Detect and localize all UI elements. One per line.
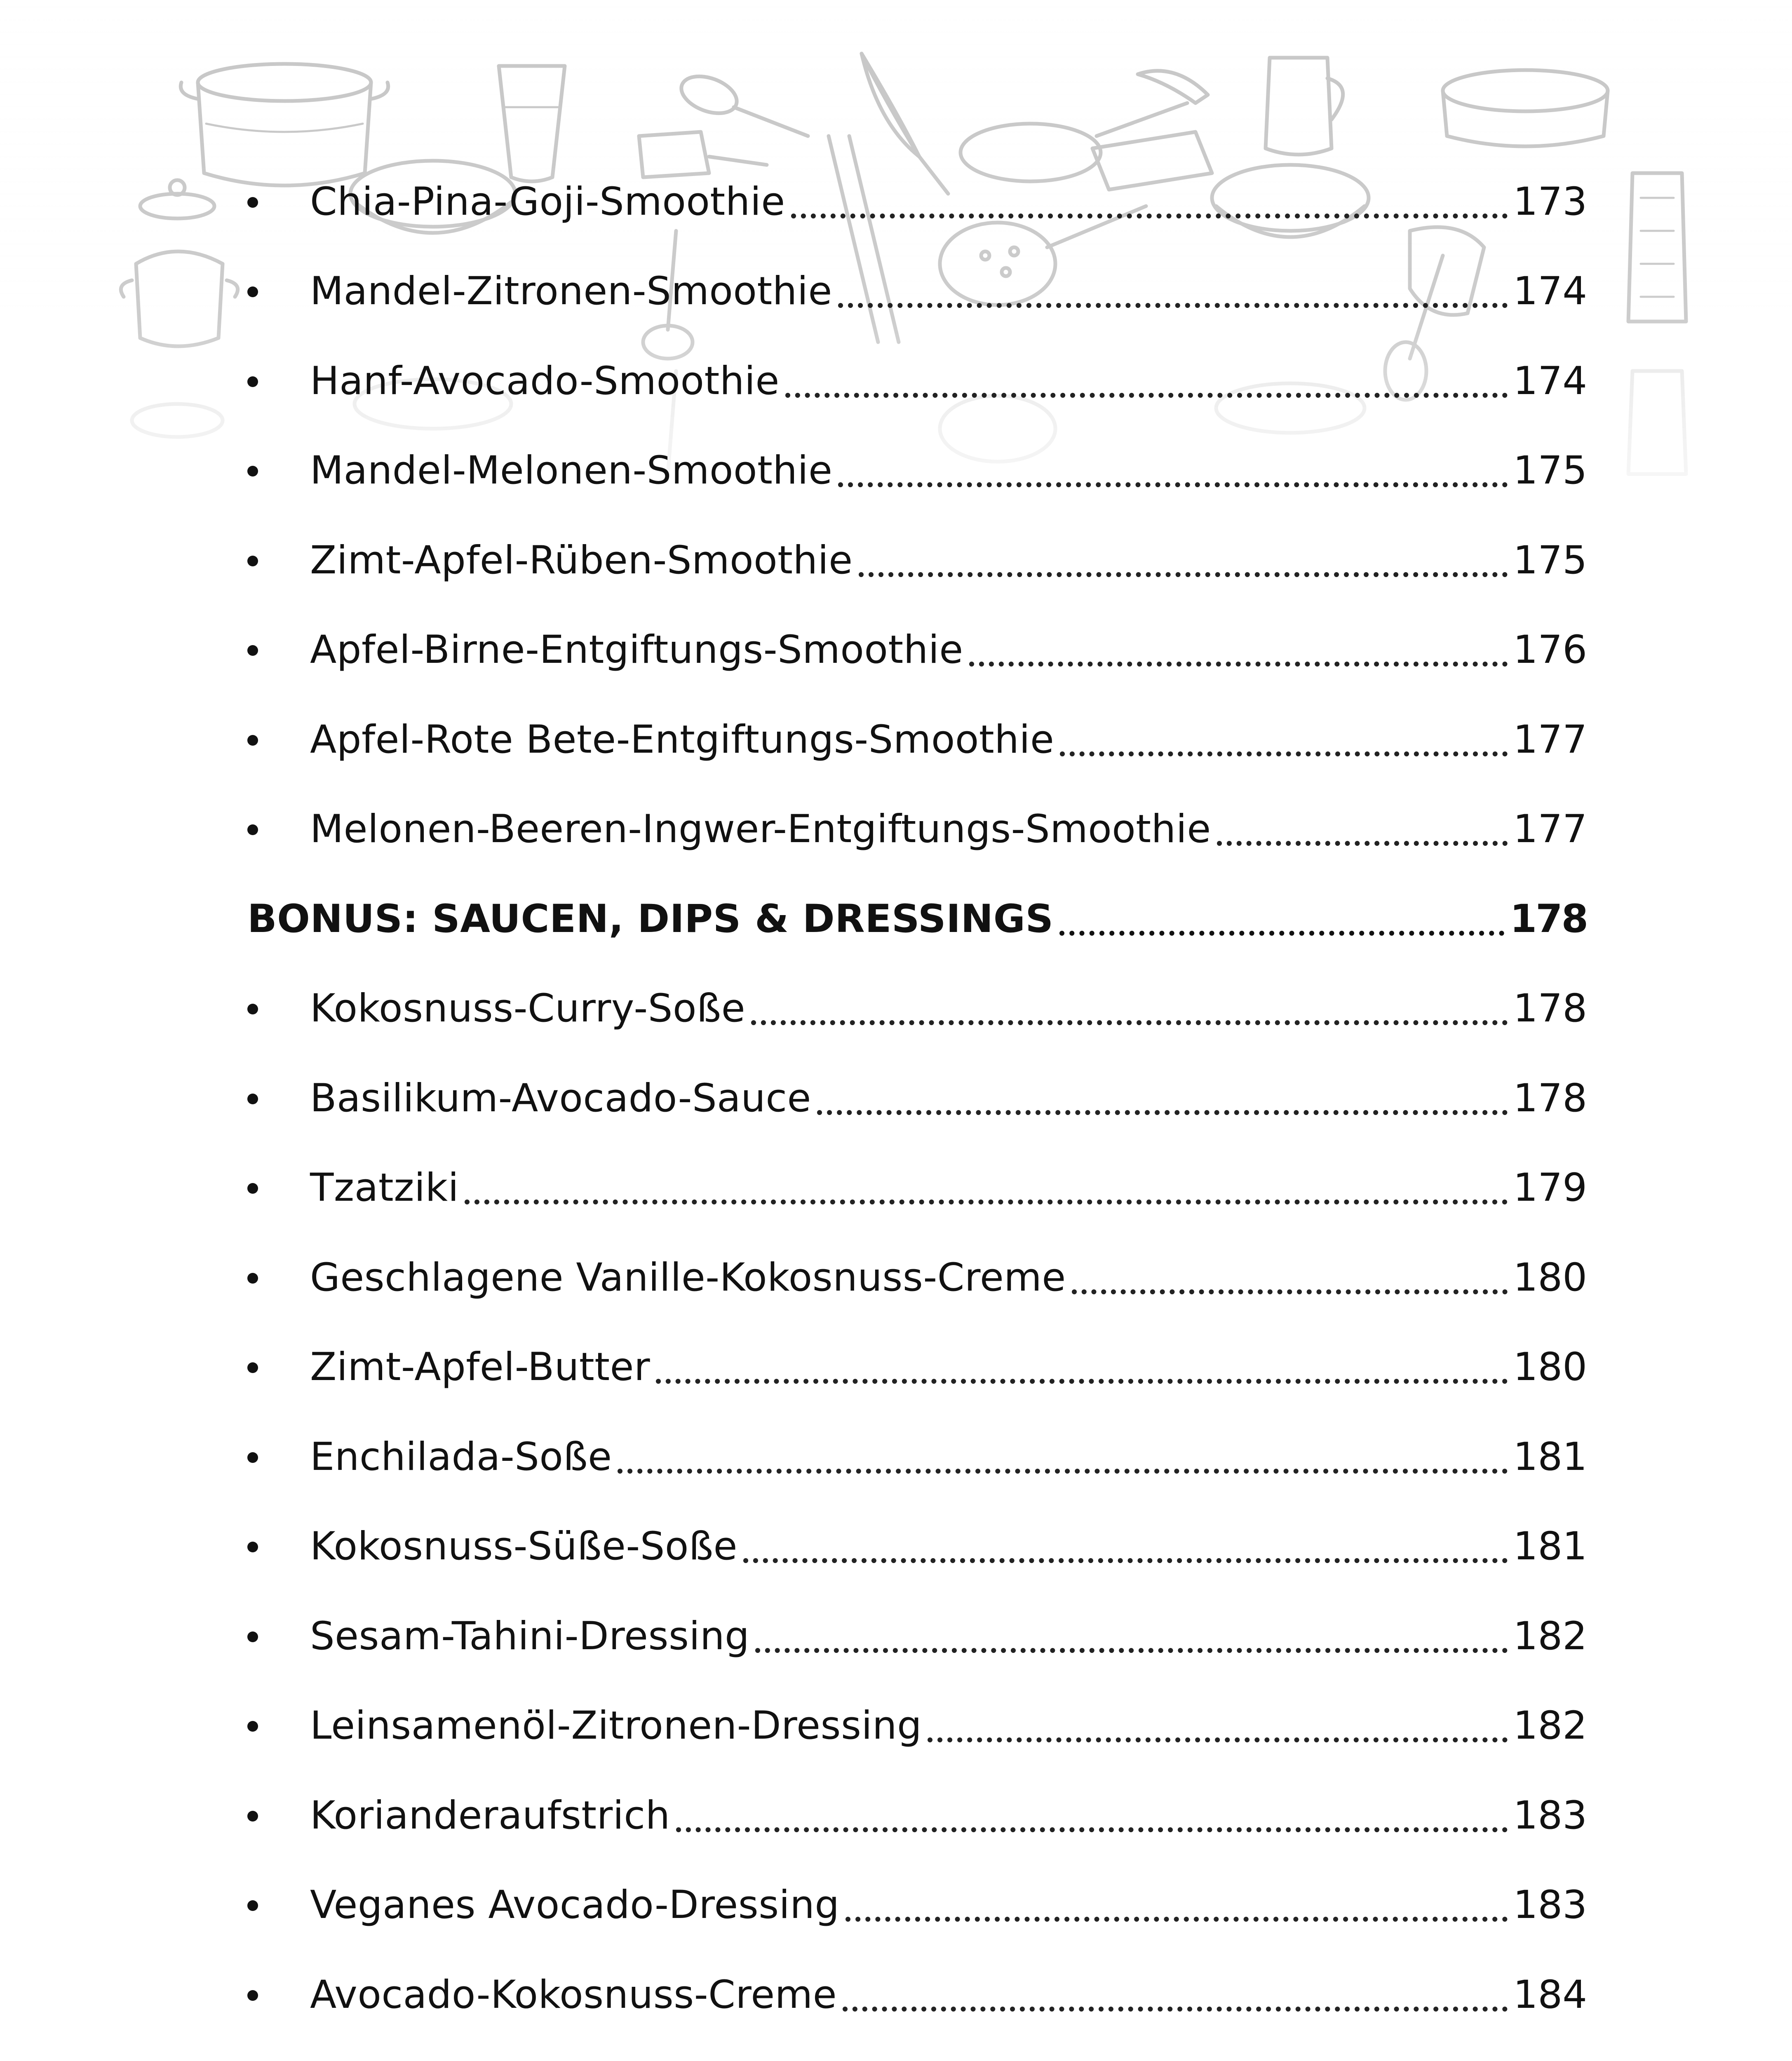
toc-entry-title: Zimt-Apfel-Rüben-Smoothie — [310, 538, 853, 583]
dot-leader — [969, 662, 1508, 667]
toc-entry-page — [1513, 2056, 1587, 2061]
toc-entry[interactable] — [247, 1787, 1587, 1845]
bullet-icon — [247, 1273, 258, 1284]
dot-leader — [676, 1827, 1508, 1832]
toc-entry-title: Mandel-Zitronen-Smoothie — [310, 269, 832, 314]
dot-leader — [755, 1648, 1507, 1653]
dot-leader — [817, 1110, 1508, 1115]
toc-entry-page: 178 — [1513, 986, 1587, 1031]
toc-entry-title: Apfel-Rote Bete-Entgiftungs-Smoothie — [310, 717, 1055, 762]
toc-entry-page: 179 — [1513, 1165, 1587, 1210]
toc-entry-title: Zimt-Apfel-Butter — [310, 1345, 651, 1390]
toc-section-page: 178 — [1510, 897, 1587, 941]
toc-entry[interactable] — [247, 1697, 1587, 1755]
toc-entry[interactable] — [247, 1249, 1587, 1307]
toc-entry[interactable] — [247, 2056, 1587, 2061]
toc-entry-title: Hanf-Avocado-Smoothie — [310, 359, 780, 404]
dot-leader — [751, 1020, 1508, 1025]
toc-entry-title: Basilikum-Avocado-Sauce — [310, 1076, 811, 1121]
dot-leader — [859, 572, 1508, 577]
bullet-icon — [247, 1721, 258, 1732]
bullet-icon — [247, 376, 258, 387]
toc-entry[interactable] — [247, 980, 1587, 1038]
toc-section-title: BONUS: SAUCEN, DIPS & DRESSINGS — [247, 897, 1054, 941]
bullet-icon — [247, 466, 258, 477]
toc-entry-title — [247, 2056, 944, 2061]
toc-entry[interactable] — [247, 352, 1587, 410]
bullet-icon — [247, 1811, 258, 1822]
bullet-icon — [247, 286, 258, 297]
toc-entry[interactable] — [247, 173, 1587, 231]
toc-entry-title: Chia-Pina-Goji-Smoothie — [310, 179, 785, 224]
toc-entry-title: Tzatziki — [310, 1165, 459, 1210]
toc-entry[interactable] — [247, 621, 1587, 679]
bullet-icon — [247, 1362, 258, 1373]
toc-entry-page: 174 — [1513, 359, 1587, 404]
toc-section-heading[interactable] — [247, 890, 1587, 948]
bullet-icon — [247, 197, 258, 208]
dot-leader — [465, 1200, 1507, 1204]
toc-entry-page: 173 — [1513, 179, 1587, 224]
toc-entry-title: Sesam-Tahini-Dressing — [310, 1614, 750, 1659]
toc-entry-page: 175 — [1513, 538, 1587, 583]
dot-leader — [1217, 841, 1508, 846]
toc-entry[interactable] — [247, 1966, 1587, 2024]
toc-entry-title: Veganes Avocado-Dressing — [310, 1883, 840, 1927]
toc-entry-title: Leinsamenöl-Zitronen-Dressing — [310, 1703, 922, 1748]
bullet-icon — [247, 1004, 258, 1014]
toc-entry[interactable] — [247, 1518, 1587, 1575]
toc-entry[interactable] — [247, 1876, 1587, 1934]
toc-entry-page: 182 — [1513, 1614, 1587, 1659]
toc-entry[interactable] — [247, 711, 1587, 769]
toc-entry-page: 182 — [1513, 1703, 1587, 1748]
bullet-icon — [247, 556, 258, 566]
dot-leader — [1059, 931, 1504, 936]
dot-leader — [928, 1737, 1507, 1742]
toc-entry-title: Geschlagene Vanille-Kokosnuss-Creme — [310, 1255, 1066, 1300]
dot-leader — [785, 393, 1508, 398]
toc-entry-title: Avocado-Kokosnuss-Creme — [310, 1972, 837, 2017]
toc-entry-page: 183 — [1513, 1793, 1587, 1838]
bullet-icon — [247, 824, 258, 835]
toc-entry-page: 176 — [1513, 627, 1587, 672]
bullet-icon — [247, 1900, 258, 1911]
toc-entry[interactable] — [247, 1338, 1587, 1396]
dot-leader — [1060, 751, 1507, 756]
bullet-icon — [247, 645, 258, 656]
dot-leader — [743, 1558, 1508, 1563]
toc-entry-page: 181 — [1513, 1524, 1587, 1569]
dot-leader — [618, 1469, 1507, 1474]
dot-leader — [846, 1917, 1508, 1922]
toc-entry-page: 180 — [1513, 1345, 1587, 1390]
toc-entry[interactable] — [247, 532, 1587, 589]
bullet-icon — [247, 1452, 258, 1463]
toc-entry-page: 178 — [1513, 1076, 1587, 1121]
dot-leader — [656, 1379, 1507, 1384]
toc-entry-page: 177 — [1513, 717, 1587, 762]
dot-leader — [1072, 1289, 1508, 1294]
toc-entry[interactable] — [247, 1428, 1587, 1486]
toc-entry-page: 175 — [1513, 448, 1587, 493]
toc-entry-title: Enchilada-Soße — [310, 1434, 612, 1479]
toc-entry-page: 183 — [1513, 1883, 1587, 1927]
dot-leader — [843, 2007, 1508, 2012]
bullet-icon — [247, 1094, 258, 1104]
toc-entry-page: 184 — [1513, 1972, 1587, 2017]
bullet-icon — [247, 1990, 258, 2001]
toc-entry-title: Korianderaufstrich — [310, 1793, 670, 1838]
bullet-icon — [247, 1631, 258, 1642]
toc-entry-title: Melonen-Beeren-Ingwer-Entgiftungs-Smoothie — [310, 807, 1211, 852]
toc-entry[interactable] — [247, 263, 1587, 320]
toc-entry[interactable] — [247, 800, 1587, 858]
dot-leader — [838, 303, 1508, 308]
dot-leader — [838, 482, 1507, 487]
bullet-icon — [247, 1183, 258, 1194]
toc-entry-title: Kokosnuss-Süße-Soße — [310, 1524, 737, 1569]
toc-entry[interactable] — [247, 1159, 1587, 1217]
toc-entry-title: Mandel-Melonen-Smoothie — [310, 448, 833, 493]
toc-entry-page: 181 — [1513, 1434, 1587, 1479]
toc-entry[interactable] — [247, 1070, 1587, 1127]
toc-entry[interactable] — [247, 1608, 1587, 1665]
toc-entry-title: Kokosnuss-Curry-Soße — [310, 986, 746, 1031]
bullet-icon — [247, 735, 258, 746]
toc-entry[interactable] — [247, 442, 1587, 500]
bullet-icon — [247, 1542, 258, 1552]
toc-entry-page: 177 — [1513, 807, 1587, 852]
toc-entry-page: 180 — [1513, 1255, 1587, 1300]
toc-entry-title: Apfel-Birne-Entgiftungs-Smoothie — [310, 627, 963, 672]
toc-entry-page: 174 — [1513, 269, 1587, 314]
dot-leader — [791, 214, 1508, 218]
